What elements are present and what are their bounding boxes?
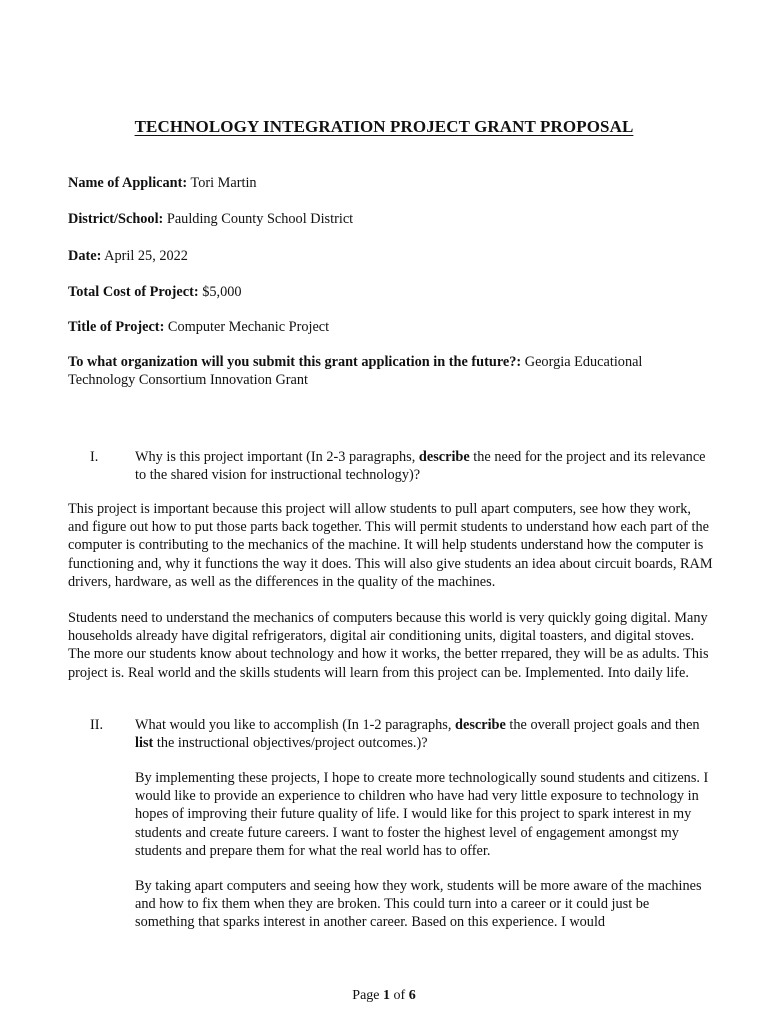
organization-value: Georgia Educational Technology Consortium Innovation Grant (68, 354, 643, 388)
organization-label: To what organization will you submit this grant application in the future?: (68, 354, 522, 370)
project-title-field (68, 318, 708, 336)
paragraph-4: By taking apart computers and seeing how they work, students will be more aware of the machines and how to fix them when they are broken. This could turn into a career or it could just be something that sparks interest in another career. Based on this experience. I would (135, 878, 702, 931)
question-2-number: II. (90, 717, 104, 733)
organization-field (68, 353, 708, 389)
question-1-bold-describe: describe (418, 449, 470, 465)
total-pages-number: 6 (408, 988, 416, 1003)
cost-field (68, 283, 708, 301)
project-title-value: Computer Mechanic Project (167, 319, 330, 335)
question-2-text (135, 716, 710, 752)
document-title: TECHNOLOGY INTEGRATION PROJECT GRANT PROPOSAL (134, 117, 634, 136)
cost-value: $5,000 (202, 284, 242, 300)
paragraph-1: This project is important because this project will allow students to pull apart computers, see how they work, and figure out how to put those parts back together. This will permit students to understand how each part of the computer is contributing to the mechanics of the machine. It will help students understand how the computer is functioning and, why it functions the way it does. This will also give students an idea about circuit boards, RAM drivers, hardware, as well as the differences in the quality of the machines. (68, 501, 713, 590)
applicant-label: Name of Applicant: (68, 175, 188, 191)
question-1-text (135, 448, 710, 484)
date-label: Date: (68, 248, 102, 264)
district-label: District/School: (68, 211, 164, 227)
date-field (68, 247, 708, 265)
applicant-value: Tori Martin (190, 175, 257, 191)
question-2-bold-describe: describe (455, 717, 506, 733)
project-title-label: Title of Project: (68, 319, 165, 335)
date-value: April 25, 2022 (104, 248, 188, 264)
of-word: of (393, 988, 406, 1003)
page-footer (0, 988, 768, 1004)
current-page-number: 1 (383, 988, 391, 1003)
paragraph-2: Students need to understand the mechanics of computers because this world is very quickly going digital. Many households already have digital refrigerators, digital air conditioning units, digital toasters, and digital stoves. The more our students know about technology and how it works, the better rrepared, they will be as adults. This project is. Real world and the skills students will learn from this project can be. Implemented. Into daily life. (68, 610, 709, 681)
question-1-text-before: Why is this project important (In 2-3 paragraphs, (135, 449, 419, 465)
cost-label: Total Cost of Project: (68, 284, 199, 300)
question-2-bold-list: list (135, 735, 154, 752)
district-field (68, 210, 708, 228)
paragraph-3: By implementing these projects, I hope to create more technologically sound students and citizens. I would like to provide an experience to children who have had very little exposure to technology in hopes of improving their future quality of life. I would like for this project to spark interest in my students and create future careers. I want to foster the highest level of engagement amongst my students and prepare them for what the real world has to offer. (135, 770, 709, 859)
question-1-number: I. (90, 449, 99, 465)
district-value: Paulding County School District (166, 211, 354, 227)
question-2-text-middle: the overall project goals and then (505, 717, 700, 733)
question-2-text-before: What would you like to accomplish (In 1-2 paragraphs, (135, 717, 456, 733)
applicant-field (68, 174, 708, 192)
question-2-text-after: the instructional objectives/project outcomes.)? (153, 735, 428, 752)
page-word: Page (352, 988, 380, 1003)
question-1-text-after: the need for the project and its relevance to the shared vision for instructional technology)? (135, 449, 706, 484)
